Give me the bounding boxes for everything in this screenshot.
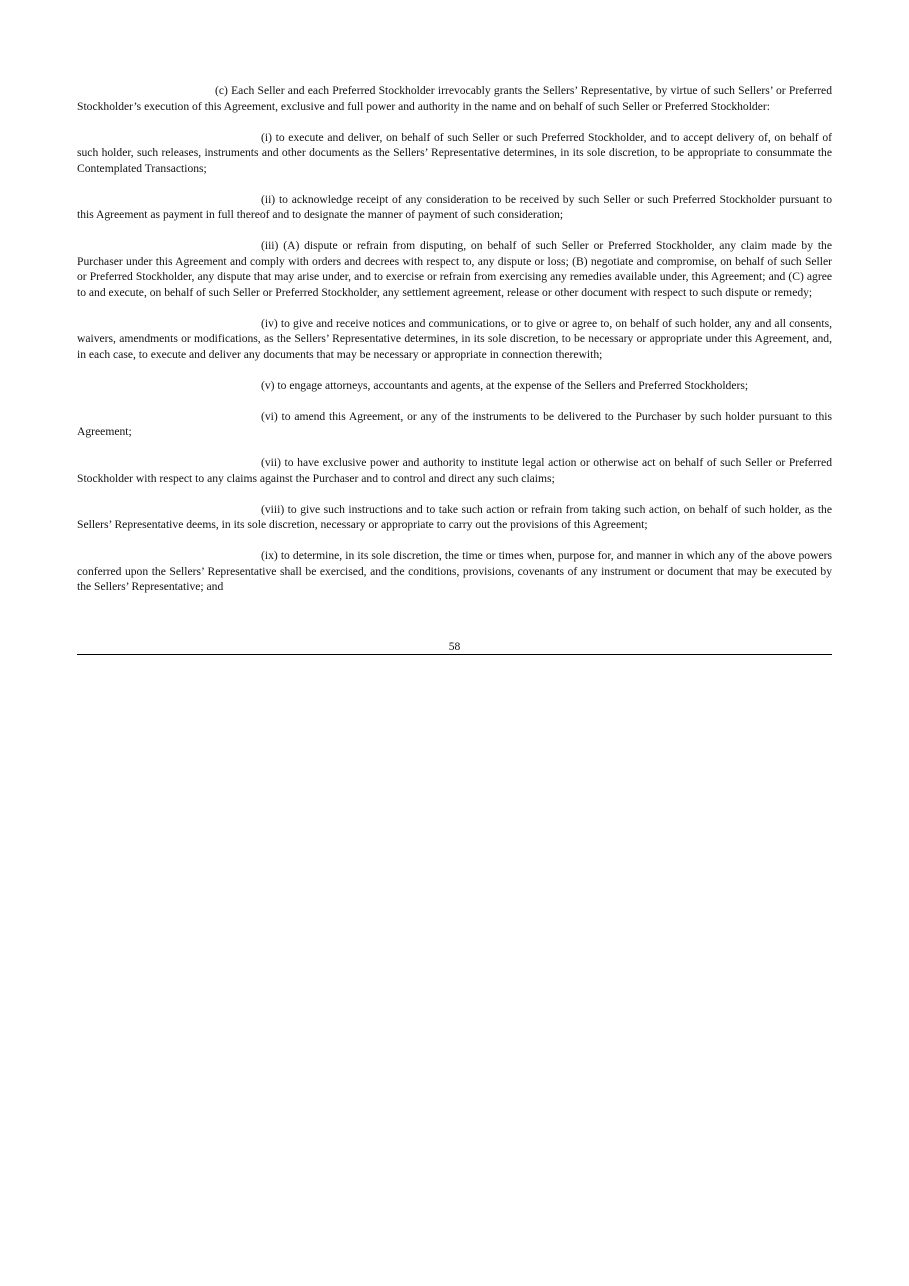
clause-ix: (ix) to determine, in its sole discretion, the time or times when, purpose for, and manner in which any of the above powers conferred upon the Sellers’ Representative shall be exercised, and the conditions, provisions, covenants of any instrument or document that may be executed by the Sellers’ Representative; and: [77, 549, 832, 593]
page-footer: [77, 640, 832, 655]
clause-iii: (iii) (A) dispute or refrain from disputing, on behalf of such Seller or Preferred Stockholder, any claim made by the Purchaser under this Agreement and comply with orders and decrees with respect to, any dispute or loss; (B) negotiate and compromise, on behalf of such Seller or Preferred Stockholder, any dispute that may arise under, and to exercise or refrain from exercising any remedies available under, this Agreement; and (C) agree to and execute, on behalf of such Seller or Preferred Stockholder, any settlement agreement, release or other document with respect to such dispute or remedy;: [77, 239, 832, 299]
clause-ii: (ii) to acknowledge receipt of any consideration to be received by such Seller or such Preferred Stockholder pursuant to this Agreement as payment in full thereof and to designate the manner of payment of such consideration;: [77, 192, 832, 221]
clause-v: (v) to engage attorneys, accountants and agents, at the expense of the Sellers and Preferred Stockholders;: [261, 378, 749, 392]
document-page: [77, 83, 832, 610]
clause-vii: (vii) to have exclusive power and authority to institute legal action or otherwise act on behalf of such Seller or Preferred Stockholder with respect to any claims against the Purchaser and to control and direct any such claims;: [77, 456, 832, 485]
clause-i: (i) to execute and deliver, on behalf of such Seller or such Preferred Stockholder, and to accept delivery of, on behalf of such holder, such releases, instruments and other documents as the Sellers’ Representative determines, in its sole discretion, to be appropriate to consummate the Contemplated Transactions;: [77, 130, 832, 175]
clause-vi: (vi) to amend this Agreement, or any of the instruments to be delivered to the Purchaser by such holder pursuant to this Agreement;: [77, 409, 832, 438]
page-number: 58: [448, 640, 461, 653]
footer-rule: [77, 654, 832, 655]
paragraph-c-intro: (c) Each Seller and each Preferred Stockholder irrevocably grants the Sellers’ Representative, by virtue of such Sellers’ or Preferred Stockholder’s execution of this Agreement, exclusive and full power and authority in the name and on behalf of such Seller or Preferred Stockholder:: [77, 84, 832, 113]
clause-iv: (iv) to give and receive notices and communications, or to give or agree to, on behalf of such holder, any and all consents, waivers, amendments or modifications, as the Sellers’ Representative determines, in its sole discretion, to be necessary or appropriate under this Agreement, and, in each case, to execute and deliver any documents that may be necessary or appropriate in connection therewith;: [77, 316, 832, 361]
clause-viii: (viii) to give such instructions and to take such action or refrain from taking such action, on behalf of such holder, as the Sellers’ Representative deems, in its sole discretion, necessary or appropriate to carry out the provisions of this Agreement;: [77, 502, 832, 531]
